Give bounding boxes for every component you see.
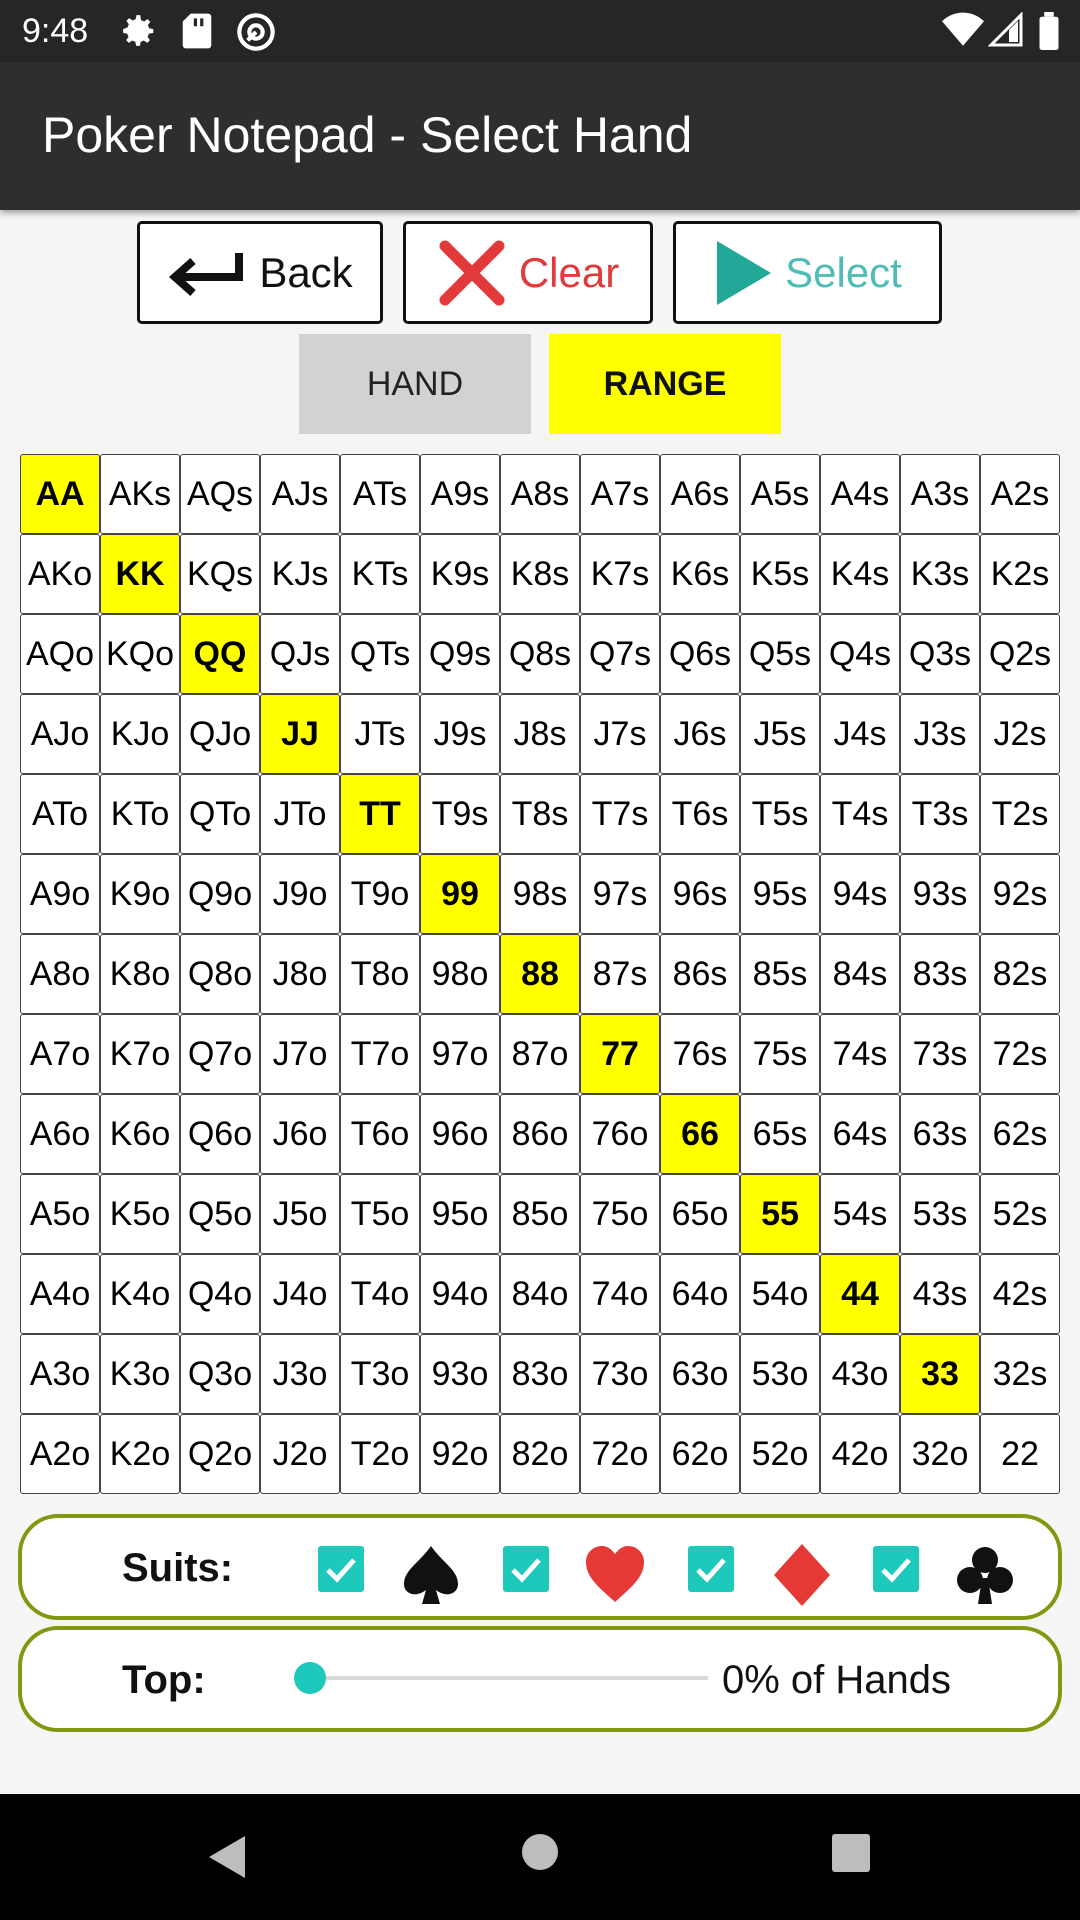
hand-cell[interactable]: 72s <box>980 1014 1060 1094</box>
hand-cell[interactable]: J5o <box>260 1174 340 1254</box>
hand-cell[interactable]: KJs <box>260 534 340 614</box>
hand-cell[interactable]: KQo <box>100 614 180 694</box>
hand-cell[interactable]: 53o <box>740 1334 820 1414</box>
hand-cell[interactable]: 52s <box>980 1174 1060 1254</box>
hand-cell[interactable]: 98s <box>500 854 580 934</box>
sd-card-icon <box>180 12 214 50</box>
back-button[interactable] <box>137 221 383 324</box>
hand-cell[interactable]: 84o <box>500 1254 580 1334</box>
hand-cell[interactable]: 73s <box>900 1014 980 1094</box>
hand-cell[interactable]: JJ <box>260 694 340 774</box>
hand-cell[interactable]: 42s <box>980 1254 1060 1334</box>
hand-cell[interactable]: K6s <box>660 534 740 614</box>
hand-cell[interactable]: 77 <box>580 1014 660 1094</box>
hand-cell[interactable]: Q5o <box>180 1174 260 1254</box>
hand-cell[interactable]: TT <box>340 774 420 854</box>
hand-cell[interactable]: K4s <box>820 534 900 614</box>
hand-cell[interactable]: 53s <box>900 1174 980 1254</box>
hand-cell[interactable]: A6s <box>660 454 740 534</box>
hand-cell[interactable]: J7s <box>580 694 660 774</box>
hand-cell[interactable]: JTs <box>340 694 420 774</box>
hand-cell[interactable]: 76o <box>580 1094 660 1174</box>
hand-cell[interactable]: 65o <box>660 1174 740 1254</box>
hand-cell[interactable]: 94s <box>820 854 900 934</box>
hand-cell[interactable]: 97s <box>580 854 660 934</box>
hand-cell[interactable]: 92o <box>420 1414 500 1494</box>
hand-cell[interactable]: AKs <box>100 454 180 534</box>
hand-cell[interactable]: 96s <box>660 854 740 934</box>
hand-cell[interactable]: J6s <box>660 694 740 774</box>
hand-cell[interactable]: 63s <box>900 1094 980 1174</box>
page-title: Poker Notepad - Select Hand <box>42 107 693 163</box>
hand-cell[interactable]: 86s <box>660 934 740 1014</box>
hand-cell[interactable]: AJo <box>20 694 100 774</box>
hand-cell[interactable]: J2s <box>980 694 1060 774</box>
club-icon <box>952 1542 1018 1608</box>
hand-cell[interactable]: T6s <box>660 774 740 854</box>
hand-cell[interactable]: J3s <box>900 694 980 774</box>
hand-cell[interactable]: QTs <box>340 614 420 694</box>
hand-cell[interactable]: J5s <box>740 694 820 774</box>
hand-cell[interactable]: A7o <box>20 1014 100 1094</box>
hand-cell[interactable]: K4o <box>100 1254 180 1334</box>
hand-cell[interactable]: K6o <box>100 1094 180 1174</box>
hand-cell[interactable]: T2o <box>340 1414 420 1494</box>
back-button-label: Back <box>259 248 353 296</box>
hand-cell[interactable]: 86o <box>500 1094 580 1174</box>
hand-cell[interactable]: 44 <box>820 1254 900 1334</box>
hand-cell[interactable]: AA <box>20 454 100 534</box>
hand-cell[interactable]: K9s <box>420 534 500 614</box>
hand-cell[interactable]: Q9s <box>420 614 500 694</box>
hand-cell[interactable]: 75s <box>740 1014 820 1094</box>
hand-cell[interactable]: KTo <box>100 774 180 854</box>
select-button-label: Select <box>785 248 902 296</box>
hand-cell[interactable]: ATo <box>20 774 100 854</box>
diamond-checkbox[interactable] <box>688 1546 734 1592</box>
hand-cell[interactable]: 32o <box>900 1414 980 1494</box>
hand-cell[interactable]: Q7o <box>180 1014 260 1094</box>
hand-cell[interactable]: J2o <box>260 1414 340 1494</box>
hand-cell[interactable]: Q6o <box>180 1094 260 1174</box>
spade-checkbox[interactable] <box>318 1546 364 1592</box>
slider-handle[interactable] <box>294 1662 326 1694</box>
hand-cell[interactable]: Q3s <box>900 614 980 694</box>
hand-cell[interactable]: T9s <box>420 774 500 854</box>
hand-cell[interactable]: Q7s <box>580 614 660 694</box>
tab-hand[interactable]: HAND <box>299 334 531 434</box>
hand-cell[interactable]: A6o <box>20 1094 100 1174</box>
hand-cell[interactable]: 93o <box>420 1334 500 1414</box>
hand-cell[interactable]: 52o <box>740 1414 820 1494</box>
hand-cell[interactable]: 22 <box>980 1414 1060 1494</box>
wifi-icon <box>942 12 984 48</box>
hand-cell[interactable]: A7s <box>580 454 660 534</box>
hand-cell[interactable]: 92s <box>980 854 1060 934</box>
check-icon <box>318 1546 364 1592</box>
hand-cell[interactable]: 87s <box>580 934 660 1014</box>
hand-cell[interactable]: 85s <box>740 934 820 1014</box>
hand-cell[interactable]: 98o <box>420 934 500 1014</box>
hand-cell[interactable]: A3o <box>20 1334 100 1414</box>
hand-cell[interactable]: K2s <box>980 534 1060 614</box>
top-percent-value: 0% of Hands <box>722 1658 952 1702</box>
hand-cell[interactable]: K3o <box>100 1334 180 1414</box>
hand-cell[interactable]: 74s <box>820 1014 900 1094</box>
top-label: Top: <box>122 1658 206 1702</box>
hand-cell[interactable]: 42o <box>820 1414 900 1494</box>
hand-cell[interactable]: AJs <box>260 454 340 534</box>
hand-cell[interactable]: AQs <box>180 454 260 534</box>
hand-cell[interactable]: 82o <box>500 1414 580 1494</box>
club-checkbox[interactable] <box>873 1546 919 1592</box>
hand-cell[interactable]: J4o <box>260 1254 340 1334</box>
hand-cell[interactable]: T7s <box>580 774 660 854</box>
hand-cell[interactable]: T4s <box>820 774 900 854</box>
status-bar <box>0 0 1080 62</box>
top-percent-panel <box>18 1626 1062 1732</box>
clear-button-label: Clear <box>518 248 620 296</box>
hand-cell[interactable]: QJs <box>260 614 340 694</box>
hand-cell[interactable]: J9s <box>420 694 500 774</box>
spade-icon <box>398 1542 464 1608</box>
hand-cell[interactable]: J3o <box>260 1334 340 1414</box>
battery-icon <box>1038 12 1060 50</box>
hand-cell[interactable]: Q5s <box>740 614 820 694</box>
recents-nav-icon[interactable] <box>830 1832 872 1874</box>
hand-cell[interactable]: K8o <box>100 934 180 1014</box>
hand-cell[interactable]: A9s <box>420 454 500 534</box>
heart-icon <box>582 1542 648 1606</box>
hand-cell[interactable]: A4s <box>820 454 900 534</box>
hand-cell[interactable]: T3s <box>900 774 980 854</box>
hand-cell[interactable]: 95o <box>420 1174 500 1254</box>
hand-cell[interactable]: 83s <box>900 934 980 1014</box>
hand-cell[interactable]: A2s <box>980 454 1060 534</box>
hand-cell[interactable]: J8o <box>260 934 340 1014</box>
hand-cell[interactable]: 32s <box>980 1334 1060 1414</box>
hand-cell[interactable]: A4o <box>20 1254 100 1334</box>
hand-cell[interactable]: 43o <box>820 1334 900 1414</box>
hand-cell[interactable]: Q4o <box>180 1254 260 1334</box>
suits-panel <box>18 1514 1062 1620</box>
hand-cell[interactable]: A9o <box>20 854 100 934</box>
hand-cell[interactable]: 76s <box>660 1014 740 1094</box>
hand-cell[interactable]: K7o <box>100 1014 180 1094</box>
hand-cell[interactable]: 72o <box>580 1414 660 1494</box>
hand-cell[interactable]: 62s <box>980 1094 1060 1174</box>
hand-cell[interactable]: 95s <box>740 854 820 934</box>
hand-cell[interactable]: Q8o <box>180 934 260 1014</box>
hand-cell[interactable]: J9o <box>260 854 340 934</box>
hand-cell[interactable]: T5s <box>740 774 820 854</box>
suits-label: Suits: <box>122 1546 234 1590</box>
hand-cell[interactable]: QQ <box>180 614 260 694</box>
top-percent-slider[interactable] <box>312 1676 708 1680</box>
hand-cell[interactable]: Q2o <box>180 1414 260 1494</box>
hand-cell[interactable]: A2o <box>20 1414 100 1494</box>
hand-cell[interactable]: 84s <box>820 934 900 1014</box>
hand-cell[interactable]: Q2s <box>980 614 1060 694</box>
hand-cell[interactable]: 66 <box>660 1094 740 1174</box>
hand-cell[interactable]: KJo <box>100 694 180 774</box>
hand-cell[interactable]: 97o <box>420 1014 500 1094</box>
hand-cell[interactable]: 88 <box>500 934 580 1014</box>
hand-cell[interactable]: T9o <box>340 854 420 934</box>
hand-cell[interactable]: 62o <box>660 1414 740 1494</box>
home-nav-icon[interactable] <box>520 1832 560 1872</box>
hand-cell[interactable]: 64o <box>660 1254 740 1334</box>
clear-button[interactable] <box>403 221 653 324</box>
hand-cell[interactable]: A5s <box>740 454 820 534</box>
tab-range[interactable]: RANGE <box>549 334 781 434</box>
hand-cell[interactable]: Q9o <box>180 854 260 934</box>
hand-cell[interactable]: 82s <box>980 934 1060 1014</box>
hand-cell[interactable]: 99 <box>420 854 500 934</box>
hand-cell[interactable]: 43s <box>900 1254 980 1334</box>
hand-cell[interactable]: K5s <box>740 534 820 614</box>
hand-cell[interactable]: K3s <box>900 534 980 614</box>
check-icon <box>688 1546 734 1592</box>
return-arrow-icon <box>167 247 247 299</box>
hand-cell[interactable]: T5o <box>340 1174 420 1254</box>
hand-cell[interactable]: Q6s <box>660 614 740 694</box>
hand-cell[interactable]: T7o <box>340 1014 420 1094</box>
hand-cell[interactable]: 54o <box>740 1254 820 1334</box>
play-icon <box>713 239 773 307</box>
check-icon <box>873 1546 919 1592</box>
hand-cell[interactable]: A3s <box>900 454 980 534</box>
hand-cell[interactable]: Q3o <box>180 1334 260 1414</box>
hand-cell[interactable]: K7s <box>580 534 660 614</box>
hand-cell[interactable]: K5o <box>100 1174 180 1254</box>
hand-cell[interactable]: J7o <box>260 1014 340 1094</box>
hand-cell[interactable]: A8s <box>500 454 580 534</box>
hand-cell[interactable]: 75o <box>580 1174 660 1254</box>
hand-cell[interactable]: J4s <box>820 694 900 774</box>
hand-cell[interactable]: 63o <box>660 1334 740 1414</box>
hand-cell[interactable]: 33 <box>900 1334 980 1414</box>
signal-icon <box>988 12 1024 48</box>
back-nav-icon[interactable] <box>203 1832 253 1882</box>
hand-cell[interactable]: K2o <box>100 1414 180 1494</box>
gear-icon <box>120 12 158 50</box>
hand-cell[interactable]: A8o <box>20 934 100 1014</box>
hand-cell[interactable]: 96o <box>420 1094 500 1174</box>
navigation-bar <box>0 1794 1080 1920</box>
hand-cell[interactable]: T8o <box>340 934 420 1014</box>
hand-cell[interactable]: AKo <box>20 534 100 614</box>
hand-cell[interactable]: 55 <box>740 1174 820 1254</box>
hand-cell[interactable]: ATs <box>340 454 420 534</box>
close-icon <box>437 238 507 308</box>
hand-cell[interactable]: Q4s <box>820 614 900 694</box>
heart-checkbox[interactable] <box>503 1546 549 1592</box>
hand-cell[interactable]: 83o <box>500 1334 580 1414</box>
hand-cell[interactable]: 65s <box>740 1094 820 1174</box>
hand-cell[interactable]: A5o <box>20 1174 100 1254</box>
hand-cell[interactable]: 87o <box>500 1014 580 1094</box>
hand-cell[interactable]: Q8s <box>500 614 580 694</box>
at-sign-icon <box>236 12 276 52</box>
hand-cell[interactable]: QTo <box>180 774 260 854</box>
app-bar <box>0 62 1080 210</box>
hand-cell[interactable]: KQs <box>180 534 260 614</box>
hand-cell[interactable]: 93s <box>900 854 980 934</box>
hand-cell[interactable]: QJo <box>180 694 260 774</box>
hand-cell[interactable]: J6o <box>260 1094 340 1174</box>
hand-cell[interactable]: K9o <box>100 854 180 934</box>
hand-cell[interactable]: 64s <box>820 1094 900 1174</box>
hand-cell[interactable]: K8s <box>500 534 580 614</box>
check-icon <box>503 1546 549 1592</box>
hand-cell[interactable]: 54s <box>820 1174 900 1254</box>
select-button[interactable] <box>673 221 942 324</box>
hand-cell[interactable]: 94o <box>420 1254 500 1334</box>
hand-cell[interactable]: T8s <box>500 774 580 854</box>
hand-cell[interactable]: KK <box>100 534 180 614</box>
hand-cell[interactable]: T2s <box>980 774 1060 854</box>
hand-cell[interactable]: J8s <box>500 694 580 774</box>
status-time: 9:48 <box>22 12 89 50</box>
hand-cell[interactable]: T3o <box>340 1334 420 1414</box>
hand-cell[interactable]: 74o <box>580 1254 660 1334</box>
hand-cell[interactable]: 73o <box>580 1334 660 1414</box>
hand-cell[interactable]: JTo <box>260 774 340 854</box>
hand-cell[interactable]: T4o <box>340 1254 420 1334</box>
hand-cell[interactable]: KTs <box>340 534 420 614</box>
hand-cell[interactable]: T6o <box>340 1094 420 1174</box>
diamond-icon <box>770 1542 834 1608</box>
hand-cell[interactable]: AQo <box>20 614 100 694</box>
hand-range-grid <box>20 454 1060 1494</box>
hand-cell[interactable]: 85o <box>500 1174 580 1254</box>
